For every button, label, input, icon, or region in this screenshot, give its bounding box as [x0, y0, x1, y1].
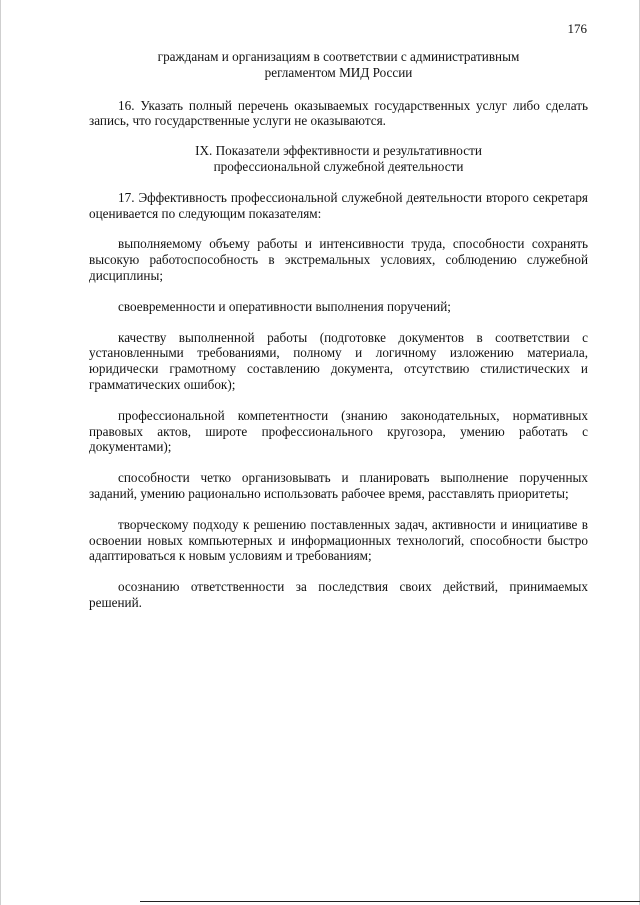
indicator-item-1: выполняемому объему работы и интенсивности труда, способности сохранять высокую работоспособность в экстремальных условиях, соблюдению служебной дисциплины;: [89, 236, 588, 283]
indicator-item-5: способности четко организовывать и планировать выполнение порученных заданий, умению рационально использовать рабочее время, расставлять приоритеты;: [89, 470, 588, 501]
header-line-1: гражданам и организациям в соответствии с административным: [157, 49, 520, 64]
indicator-item-3: качеству выполненной работы (подготовке документов в соответствии с установленными требованиями, полному и логичному изложению материала, юридически грамотному составлению документа, отсутствию стилистических и грамматических ошибок);: [89, 329, 588, 392]
document-body: [89, 49, 588, 611]
indicator-item-2: своевременности и оперативности выполнения поручений;: [118, 298, 451, 314]
section-title-line-1: IX. Показатели эффективности и результативности: [195, 143, 482, 159]
indicator-item-7: осознанию ответственности за последствия своих действий, принимаемых решений.: [89, 579, 588, 610]
indicator-item-6: творческому подходу к решению поставленных задач, активности и инициативе в освоении новых компьютерных и информационных технологий, способности быстро адаптироваться к новым условиям и требованиям;: [89, 516, 588, 564]
paragraph-16: 16. Указать полный перечень оказываемых государственных услуг либо сделать запись, что государственные услуги не оказываются.: [89, 97, 588, 129]
header-line-2: регламентом МИД России: [264, 64, 413, 80]
bottom-scan-edge: [140, 901, 640, 902]
page-number: 176: [567, 21, 587, 36]
indicator-item-4: профессиональной компетентности (знанию законодательных, нормативных правовых актов, широте профессионального кругозора, умению работать с документами);: [89, 407, 588, 455]
section-title-line-2: профессиональной служебной деятельности: [213, 158, 464, 174]
paragraph-17: 17. Эффективность профессиональной служебной деятельности второго секретаря оценивается по следующим показателям:: [89, 189, 588, 221]
